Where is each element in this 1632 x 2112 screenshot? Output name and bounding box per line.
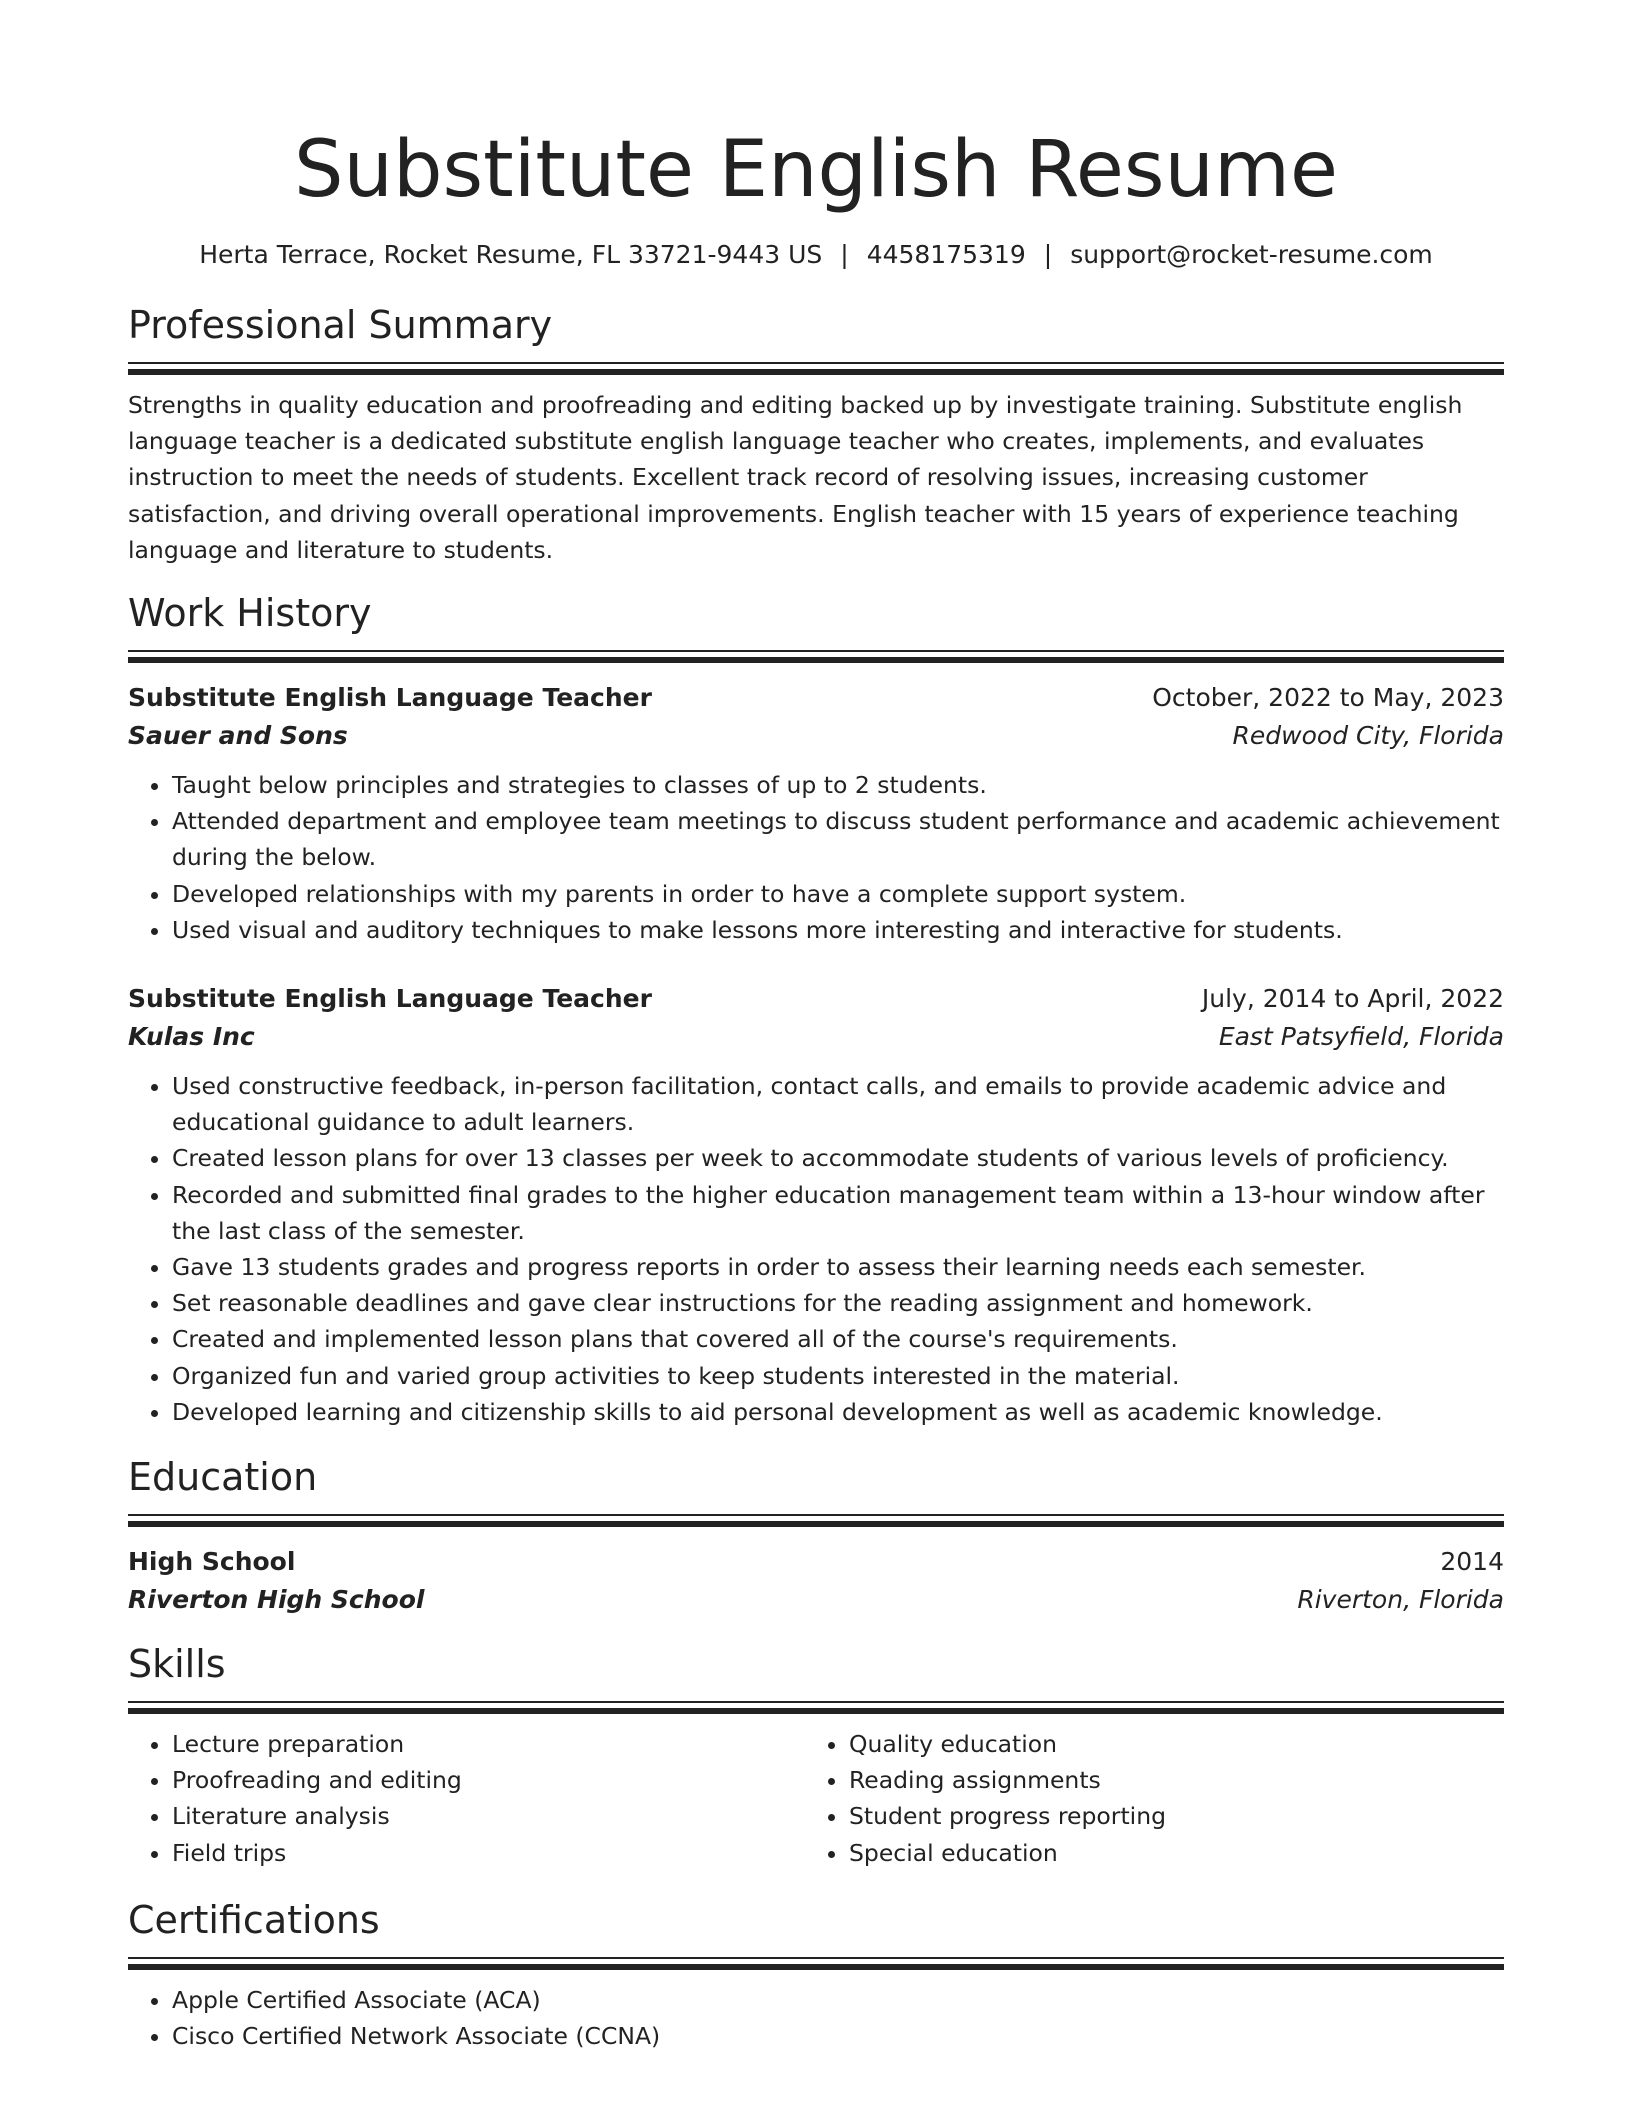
contact-line	[128, 238, 1504, 272]
certifications-section	[128, 1897, 1504, 2054]
list-item: • Set reasonable deadlines and gave clear instructions for the reading assignment and homework.	[172, 1285, 1504, 1321]
list-item: • Taught below principles and strategies to classes of up to 2 students.	[172, 767, 1504, 803]
section-title-work: Work History	[128, 591, 372, 636]
job-entry	[128, 980, 1504, 1430]
contact-email: support@rocket-resume.com	[1070, 240, 1433, 269]
list-item: • Cisco Certified Network Associate (CCNA)	[172, 2018, 1504, 2054]
list-item: • Gave 13 students grades and progress reports in order to assess their learning needs each semester.	[172, 1249, 1504, 1285]
list-item: • Created lesson plans for over 13 classes per week to accommodate students of various levels of proficiency.	[172, 1140, 1504, 1176]
section-divider	[128, 1957, 1504, 1970]
list-item: • Attended department and employee team meetings to discuss student performance and academic achievement during the below.	[172, 803, 1504, 875]
contact-phone: 4458175319	[866, 240, 1026, 269]
job-header	[128, 980, 1504, 1018]
work-section	[128, 590, 1504, 1430]
education-entry	[128, 1543, 1504, 1619]
skills-columns	[128, 1726, 1504, 1871]
section-divider	[128, 362, 1504, 375]
contact-address: Herta Terrace, Rocket Resume, FL 33721-9443 US	[199, 240, 823, 269]
job-bullets	[128, 767, 1504, 948]
job-header	[128, 679, 1504, 717]
contact-separator: |	[1043, 240, 1053, 269]
resume-title: Substitute English Resume	[294, 125, 1338, 215]
list-item: • Proofreading and editing	[172, 1762, 805, 1798]
list-item: • Developed learning and citizenship skills to aid personal development as well as academic knowledge.	[172, 1394, 1504, 1430]
list-item: • Literature analysis	[172, 1798, 805, 1834]
skills-left-column	[128, 1726, 805, 1871]
section-title-education: Education	[128, 1455, 318, 1500]
list-item: • Reading assignments	[849, 1762, 1482, 1798]
education-header	[128, 1543, 1504, 1581]
job-dates: July, 2014 to April, 2022	[1201, 984, 1504, 1014]
list-item: • Field trips	[172, 1835, 805, 1871]
section-title-certifications: Certifications	[128, 1897, 380, 1942]
list-item: • Recorded and submitted final grades to the higher education management team within a 13-hour window after the last class of the semester.	[172, 1177, 1504, 1249]
job-title: Substitute English Language Teacher	[128, 984, 652, 1014]
education-degree: High School	[128, 1547, 296, 1577]
resume-page	[128, 0, 1504, 2054]
section-divider	[128, 1701, 1504, 1714]
section-title-skills: Skills	[128, 1642, 226, 1687]
list-item: • Lecture preparation	[172, 1726, 805, 1762]
job-company: Kulas Inc	[128, 1022, 255, 1052]
list-item: • Student progress reporting	[849, 1798, 1482, 1834]
list-item: • Used visual and auditory techniques to make lessons more interesting and interactive for students.	[172, 912, 1504, 948]
job-subheader	[128, 1018, 1504, 1056]
list-item: • Quality education	[849, 1726, 1482, 1762]
list-item: • Developed relationships with my parents in order to have a complete support system.	[172, 876, 1504, 912]
list-item: • Created and implemented lesson plans that covered all of the course's requirements.	[172, 1321, 1504, 1357]
job-location: Redwood City, Florida	[1232, 721, 1504, 751]
job-dates: October, 2022 to May, 2023	[1152, 683, 1504, 713]
summary-text: Strengths in quality education and proofreading and editing backed up by investigate training. Substitute english language teacher is a dedicated substitute english language teacher who creates, implements, and evaluates instruction to meet the needs of students. Excellent track record of resolving issues, increasing customer satisfaction, and driving overall operational improvements. English teacher with 15 years of experience teaching language and literature to students.	[128, 391, 1463, 564]
list-item: • Apple Certified Associate (ACA)	[172, 1982, 1504, 2018]
education-section	[128, 1454, 1504, 1619]
education-year: 2014	[1440, 1547, 1504, 1577]
job-title: Substitute English Language Teacher	[128, 683, 652, 713]
list-item: • Special education	[849, 1835, 1482, 1871]
section-title-summary: Professional Summary	[128, 303, 553, 347]
summary-section	[128, 302, 1504, 568]
list-item: • Organized fun and varied group activities to keep students interested in the material.	[172, 1358, 1504, 1394]
job-entry	[128, 679, 1504, 948]
education-location: Riverton, Florida	[1297, 1585, 1504, 1615]
section-divider	[128, 1514, 1504, 1527]
section-divider	[128, 650, 1504, 663]
job-location: East Patsyfield, Florida	[1218, 1022, 1504, 1052]
education-school: Riverton High School	[128, 1585, 425, 1615]
skills-section	[128, 1641, 1504, 1871]
job-company: Sauer and Sons	[128, 721, 348, 751]
job-bullets	[128, 1068, 1504, 1430]
certifications-list	[128, 1982, 1504, 2054]
list-item: • Used constructive feedback, in-person facilitation, contact calls, and emails to provide academic advice and educational guidance to adult learners.	[172, 1068, 1504, 1140]
job-subheader	[128, 717, 1504, 755]
skills-right-column	[805, 1726, 1482, 1871]
education-subheader	[128, 1581, 1504, 1619]
contact-separator: |	[840, 240, 849, 269]
